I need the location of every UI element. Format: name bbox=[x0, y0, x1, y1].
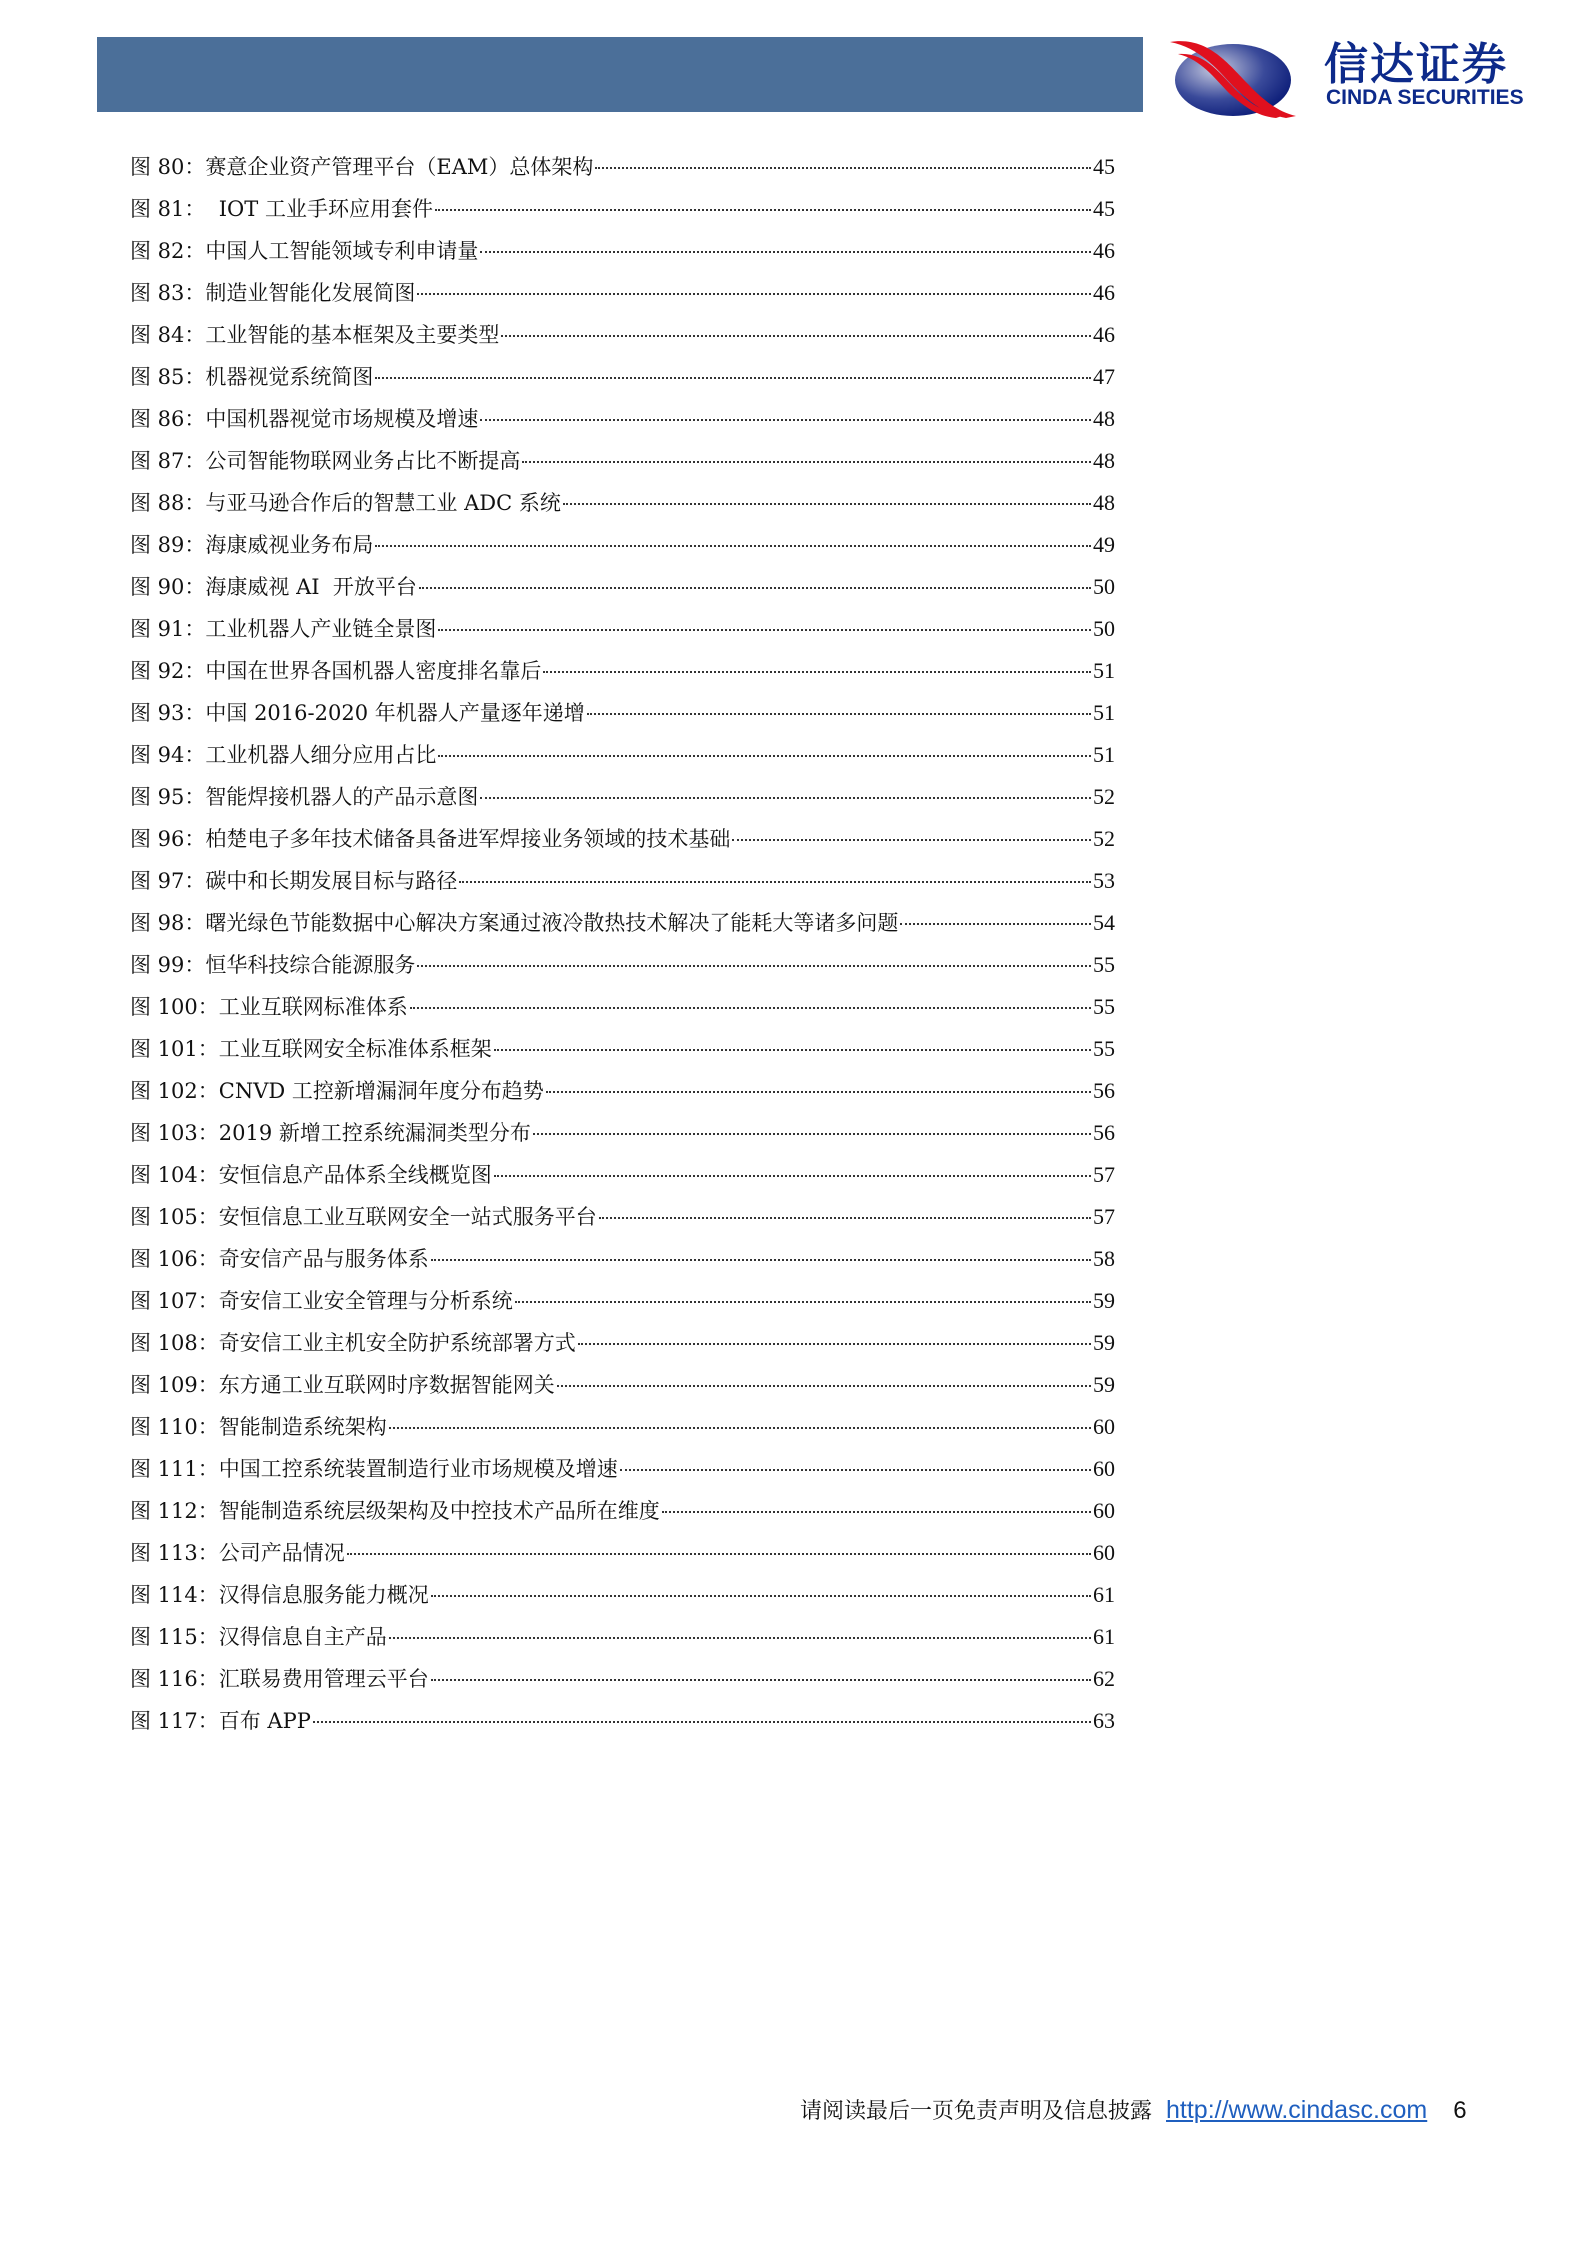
toc-entry[interactable] bbox=[130, 1536, 1115, 1578]
dot-leader bbox=[419, 587, 1091, 589]
toc-entry-page: 51 bbox=[1093, 658, 1115, 683]
toc-entry[interactable] bbox=[130, 192, 1115, 234]
toc-entry-label: 图 117：百布 APP bbox=[130, 1709, 311, 1733]
dot-leader bbox=[522, 461, 1091, 463]
dot-leader bbox=[375, 377, 1091, 379]
header-bar bbox=[97, 37, 1143, 112]
toc-entry-label: 图 89：海康威视业务布局 bbox=[130, 533, 374, 557]
toc-entry-page: 56 bbox=[1093, 1078, 1115, 1103]
toc-entry[interactable] bbox=[130, 360, 1115, 402]
toc-entry-page: 56 bbox=[1093, 1120, 1115, 1145]
toc-entry[interactable] bbox=[130, 1662, 1115, 1704]
toc-entry-page: 63 bbox=[1093, 1708, 1115, 1733]
toc-entry-page: 62 bbox=[1093, 1666, 1115, 1691]
toc-entry-page: 48 bbox=[1093, 448, 1115, 473]
dot-leader bbox=[431, 1595, 1091, 1597]
dot-leader bbox=[599, 1217, 1091, 1219]
dot-leader bbox=[480, 797, 1091, 799]
toc-entry[interactable] bbox=[130, 906, 1115, 948]
toc-entry-label: 图 111：中国工控系统装置制造行业市场规模及增速 bbox=[130, 1457, 618, 1481]
dot-leader bbox=[543, 671, 1091, 673]
page-number: 6 bbox=[1453, 2097, 1467, 2124]
toc-entry[interactable] bbox=[130, 780, 1115, 822]
website-link[interactable]: http://www.cindasc.com bbox=[1166, 2096, 1428, 2124]
toc-entry-label: 图 83：制造业智能化发展简图 bbox=[130, 281, 416, 305]
toc-entry-label: 图 87：公司智能物联网业务占比不断提高 bbox=[130, 449, 521, 473]
toc-entry[interactable] bbox=[130, 654, 1115, 696]
dot-leader bbox=[438, 629, 1091, 631]
dot-leader bbox=[431, 1679, 1091, 1681]
toc-entry-label: 图 99：恒华科技综合能源服务 bbox=[130, 953, 416, 977]
toc-entry-label: 图 92：中国在世界各国机器人密度排名靠后 bbox=[130, 659, 542, 683]
toc-entry-label: 图 105：安恒信息工业互联网安全一站式服务平台 bbox=[130, 1205, 597, 1229]
toc-entry-page: 55 bbox=[1093, 952, 1115, 977]
toc-entry[interactable] bbox=[130, 234, 1115, 276]
toc-entry[interactable] bbox=[130, 1284, 1115, 1326]
dot-leader bbox=[431, 1259, 1091, 1261]
dot-leader bbox=[515, 1301, 1091, 1303]
toc-entry-page: 48 bbox=[1093, 406, 1115, 431]
toc-entry[interactable] bbox=[130, 1494, 1115, 1536]
toc-entry-label: 图 100：工业互联网标准体系 bbox=[130, 995, 408, 1019]
toc-entry[interactable] bbox=[130, 276, 1115, 318]
toc-entry-label: 图 90：海康威视 AI 开放平台 bbox=[130, 575, 417, 599]
toc-entry[interactable] bbox=[130, 486, 1115, 528]
dot-leader bbox=[563, 503, 1091, 505]
dot-leader bbox=[417, 293, 1091, 295]
toc-entry-page: 46 bbox=[1093, 280, 1115, 305]
toc-entry-label: 图 81： IOT 工业手环应用套件 bbox=[130, 197, 433, 221]
toc-entry-label: 图 93：中国 2016-2020 年机器人产量逐年递增 bbox=[130, 701, 585, 725]
toc-entry[interactable] bbox=[130, 822, 1115, 864]
toc-entry[interactable] bbox=[130, 1620, 1115, 1662]
toc-entry[interactable] bbox=[130, 864, 1115, 906]
dot-leader bbox=[587, 713, 1091, 715]
toc-entry-label: 图 94：工业机器人细分应用占比 bbox=[130, 743, 437, 767]
dot-leader bbox=[620, 1469, 1091, 1471]
toc-entry[interactable] bbox=[130, 570, 1115, 612]
toc-entry-label: 图 84：工业智能的基本框架及主要类型 bbox=[130, 323, 500, 347]
dot-leader bbox=[389, 1637, 1091, 1639]
toc-entry-page: 58 bbox=[1093, 1246, 1115, 1271]
toc-entry-page: 57 bbox=[1093, 1204, 1115, 1229]
dot-leader bbox=[546, 1091, 1091, 1093]
toc-entry-label: 图 96：柏楚电子多年技术储备具备进军焊接业务领域的技术基础 bbox=[130, 827, 731, 851]
toc-entry-label: 图 80：赛意企业资产管理平台（EAM）总体架构 bbox=[130, 155, 594, 179]
toc-entry-page: 59 bbox=[1093, 1330, 1115, 1355]
dot-leader bbox=[578, 1343, 1091, 1345]
toc-entry-page: 46 bbox=[1093, 238, 1115, 263]
dot-leader bbox=[501, 335, 1091, 337]
toc-entry[interactable] bbox=[130, 696, 1115, 738]
cinda-emblem-icon bbox=[1168, 34, 1298, 118]
dot-leader bbox=[438, 755, 1091, 757]
toc-entry[interactable] bbox=[130, 528, 1115, 570]
toc-entry-page: 55 bbox=[1093, 994, 1115, 1019]
toc-entry-label: 图 113：公司产品情况 bbox=[130, 1541, 345, 1565]
dot-leader bbox=[595, 167, 1091, 169]
dot-leader bbox=[494, 1175, 1091, 1177]
toc-entry-label: 图 97：碳中和长期发展目标与路径 bbox=[130, 869, 458, 893]
toc-entry-page: 60 bbox=[1093, 1498, 1115, 1523]
toc-entry-label: 图 112：智能制造系统层级架构及中控技术产品所在维度 bbox=[130, 1499, 660, 1523]
toc-entry-page: 52 bbox=[1093, 826, 1115, 851]
toc-entry[interactable] bbox=[130, 150, 1115, 192]
toc-entry-page: 49 bbox=[1093, 532, 1115, 557]
toc-entry-page: 48 bbox=[1093, 490, 1115, 515]
toc-entry-page: 47 bbox=[1093, 364, 1115, 389]
toc-entry[interactable] bbox=[130, 738, 1115, 780]
toc-entry-label: 图 115：汉得信息自主产品 bbox=[130, 1625, 387, 1649]
dot-leader bbox=[732, 839, 1091, 841]
toc-entry[interactable] bbox=[130, 318, 1115, 360]
toc-entry[interactable] bbox=[130, 990, 1115, 1032]
toc-entry-page: 54 bbox=[1093, 910, 1115, 935]
toc-entry[interactable] bbox=[130, 1032, 1115, 1074]
toc-entry-label: 图 102：CNVD 工控新增漏洞年度分布趋势 bbox=[130, 1079, 544, 1103]
toc-entry-page: 45 bbox=[1093, 154, 1115, 179]
dot-leader bbox=[900, 923, 1091, 925]
toc-entry[interactable] bbox=[130, 1368, 1115, 1410]
toc-entry-label: 图 101：工业互联网安全标准体系框架 bbox=[130, 1037, 492, 1061]
logo-text-cn: 信达证券 bbox=[1324, 39, 1508, 90]
logo-text-en: CINDA SECURITIES bbox=[1326, 86, 1524, 109]
toc-entry-page: 60 bbox=[1093, 1414, 1115, 1439]
dot-leader bbox=[533, 1133, 1091, 1135]
toc-entry-label: 图 85：机器视觉系统简图 bbox=[130, 365, 374, 389]
toc-entry-label: 图 106：奇安信产品与服务体系 bbox=[130, 1247, 429, 1271]
dot-leader bbox=[410, 1007, 1091, 1009]
toc-entry-page: 55 bbox=[1093, 1036, 1115, 1061]
dot-leader bbox=[662, 1511, 1091, 1513]
toc-entry-page: 53 bbox=[1093, 868, 1115, 893]
toc-entry-page: 46 bbox=[1093, 322, 1115, 347]
toc-entry-page: 50 bbox=[1093, 616, 1115, 641]
toc-entry-label: 图 107：奇安信工业安全管理与分析系统 bbox=[130, 1289, 513, 1313]
toc-entry-label: 图 108：奇安信工业主机安全防护系统部署方式 bbox=[130, 1331, 576, 1355]
toc-entry[interactable] bbox=[130, 1158, 1115, 1200]
toc-entry[interactable] bbox=[130, 1200, 1115, 1242]
footer bbox=[800, 2094, 1467, 2125]
toc-entry[interactable] bbox=[130, 1578, 1115, 1620]
toc-entry[interactable] bbox=[130, 1242, 1115, 1284]
toc-entry-page: 51 bbox=[1093, 742, 1115, 767]
toc-entry-label: 图 103：2019 新增工控系统漏洞类型分布 bbox=[130, 1121, 531, 1145]
toc-entry-label: 图 95：智能焊接机器人的产品示意图 bbox=[130, 785, 479, 809]
toc-entry-page: 60 bbox=[1093, 1540, 1115, 1565]
toc-entry[interactable] bbox=[130, 1074, 1115, 1116]
toc-entry-label: 图 114：汉得信息服务能力概况 bbox=[130, 1583, 429, 1607]
dot-leader bbox=[375, 545, 1091, 547]
toc-entry[interactable] bbox=[130, 1326, 1115, 1368]
toc-entry-label: 图 104：安恒信息产品体系全线概览图 bbox=[130, 1163, 492, 1187]
toc-entry-page: 60 bbox=[1093, 1456, 1115, 1481]
toc-entry-label: 图 86：中国机器视觉市场规模及增速 bbox=[130, 407, 479, 431]
toc-entry-label: 图 82：中国人工智能领域专利申请量 bbox=[130, 239, 479, 263]
toc-entry-page: 57 bbox=[1093, 1162, 1115, 1187]
toc-entry[interactable] bbox=[130, 948, 1115, 990]
toc-entry-label: 图 110：智能制造系统架构 bbox=[130, 1415, 387, 1439]
toc-entry[interactable] bbox=[130, 1452, 1115, 1494]
toc-entry-label: 图 116：汇联易费用管理云平台 bbox=[130, 1667, 429, 1691]
dot-leader bbox=[347, 1553, 1091, 1555]
dot-leader bbox=[494, 1049, 1091, 1051]
dot-leader bbox=[480, 251, 1091, 253]
toc-entry[interactable] bbox=[130, 444, 1115, 486]
toc-entry[interactable] bbox=[130, 612, 1115, 654]
toc-entry-page: 52 bbox=[1093, 784, 1115, 809]
toc-entry-label: 图 98：曙光绿色节能数据中心解决方案通过液冷散热技术解决了能耗大等诸多问题 bbox=[130, 911, 899, 935]
dot-leader bbox=[480, 419, 1091, 421]
dot-leader bbox=[389, 1427, 1091, 1429]
toc-entry-page: 61 bbox=[1093, 1624, 1115, 1649]
toc-entry-page: 45 bbox=[1093, 196, 1115, 221]
dot-leader bbox=[459, 881, 1091, 883]
toc-entry-label: 图 88：与亚马逊合作后的智慧工业 ADC 系统 bbox=[130, 491, 561, 515]
cinda-logo bbox=[1168, 34, 1568, 118]
disclaimer-text: 请阅读最后一页免责声明及信息披露 bbox=[800, 2099, 1153, 2124]
toc-entry-label: 图 91：工业机器人产业链全景图 bbox=[130, 617, 437, 641]
toc-entry-page: 59 bbox=[1093, 1288, 1115, 1313]
toc-entry[interactable] bbox=[130, 1116, 1115, 1158]
toc-entry[interactable] bbox=[130, 402, 1115, 444]
toc-entry-page: 51 bbox=[1093, 700, 1115, 725]
toc-entry-page: 50 bbox=[1093, 574, 1115, 599]
dot-leader bbox=[313, 1721, 1091, 1723]
toc-entry-page: 61 bbox=[1093, 1582, 1115, 1607]
figure-index-list bbox=[130, 150, 1115, 1746]
toc-entry[interactable] bbox=[130, 1410, 1115, 1452]
dot-leader bbox=[417, 965, 1091, 967]
toc-entry-label: 图 109：东方通工业互联网时序数据智能网关 bbox=[130, 1373, 555, 1397]
dot-leader bbox=[557, 1385, 1091, 1387]
dot-leader bbox=[435, 209, 1091, 211]
toc-entry[interactable] bbox=[130, 1704, 1115, 1746]
toc-entry-page: 59 bbox=[1093, 1372, 1115, 1397]
